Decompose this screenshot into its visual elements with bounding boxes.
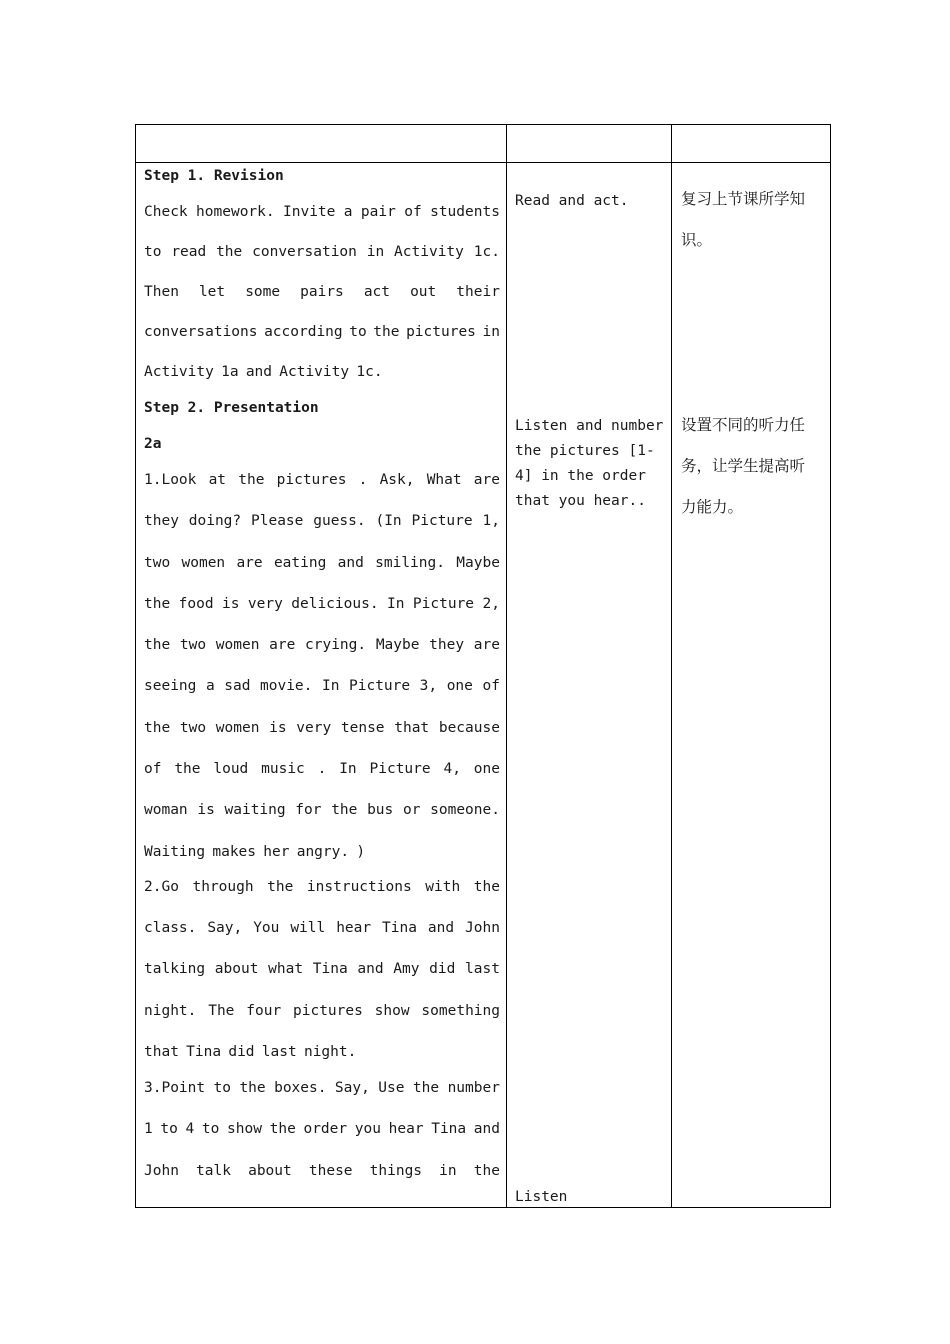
step1-heading: Step 1. Revision — [144, 168, 284, 184]
pictures-paragraph — [144, 469, 500, 882]
text-line: class. Say, You will hear Tina and John — [144, 920, 500, 937]
column-divider — [671, 125, 672, 1207]
text-line: the two women are crying. Maybe they are — [144, 637, 500, 654]
text-line: two women are eating and smiling. Maybe — [144, 554, 500, 571]
text-line: 务，让学生提高听 — [681, 457, 806, 475]
text-line: Activity 1a and Activity 1c. — [144, 364, 383, 380]
text-line: the two women is very tense that because — [144, 719, 500, 736]
text-line: Check homework. Invite a pair of students — [144, 204, 500, 220]
text-line: 识。 — [681, 231, 713, 249]
text-line: Waiting makes her angry. ) — [144, 843, 366, 860]
text-line: 复习上节课所学知 — [681, 190, 806, 208]
text-line: 3.Point to the boxes. Say, Use the number — [144, 1080, 500, 1096]
text-line: that you hear.. — [515, 493, 646, 509]
text-line: conversations according to the pictures in — [144, 324, 500, 340]
text-line: talking about what Tina and Amy did last — [144, 961, 500, 978]
listening-task-note — [681, 405, 805, 528]
text-line: Then let some pairs act out their — [144, 284, 500, 300]
text-line: woman is waiting for the bus or someone. — [144, 802, 500, 819]
column-divider — [506, 125, 507, 1207]
text-line: John talk about these things in the — [144, 1162, 500, 1179]
step2-heading: Step 2. Presentation — [144, 400, 319, 416]
boxes-paragraph — [144, 1077, 500, 1201]
text-line: to read the conversation in Activity 1c. — [144, 244, 500, 260]
text-line: that Tina did last night. — [144, 1043, 357, 1060]
header-row-divider — [136, 162, 830, 163]
text-line: the pictures [1- — [515, 443, 655, 459]
text-line: of the loud music . In Picture 4, one — [144, 761, 500, 778]
text-line: they doing? Please guess. (In Picture 1, — [144, 513, 500, 530]
text-line: night. The four pictures show something — [144, 1002, 500, 1019]
read-and-act-text: Read and act. — [515, 193, 629, 209]
listen-and-number-text — [515, 414, 663, 514]
text-line: seeing a sad movie. In Picture 3, one of — [144, 678, 500, 695]
listen-bottom-text: Listen — [515, 1189, 568, 1205]
review-note — [681, 179, 805, 261]
text-line: 4] in the order — [515, 468, 646, 484]
activity-2a-heading: 2a — [144, 436, 162, 452]
text-line: 2.Go through the instructions with the — [144, 879, 500, 895]
lesson-plan-table — [135, 124, 831, 1208]
text-line: the food is very delicious. In Picture 2, — [144, 595, 500, 612]
text-line: 力能力。 — [681, 498, 744, 516]
step1-paragraph — [144, 201, 500, 401]
text-line: Listen and number — [515, 418, 664, 434]
instructions-paragraph — [144, 876, 500, 1082]
text-line: 设置不同的听力任 — [681, 416, 806, 434]
text-line: 1 to 4 to show the order you hear Tina and — [144, 1121, 500, 1138]
text-line: 1.Look at the pictures . Ask, What are — [144, 472, 500, 488]
